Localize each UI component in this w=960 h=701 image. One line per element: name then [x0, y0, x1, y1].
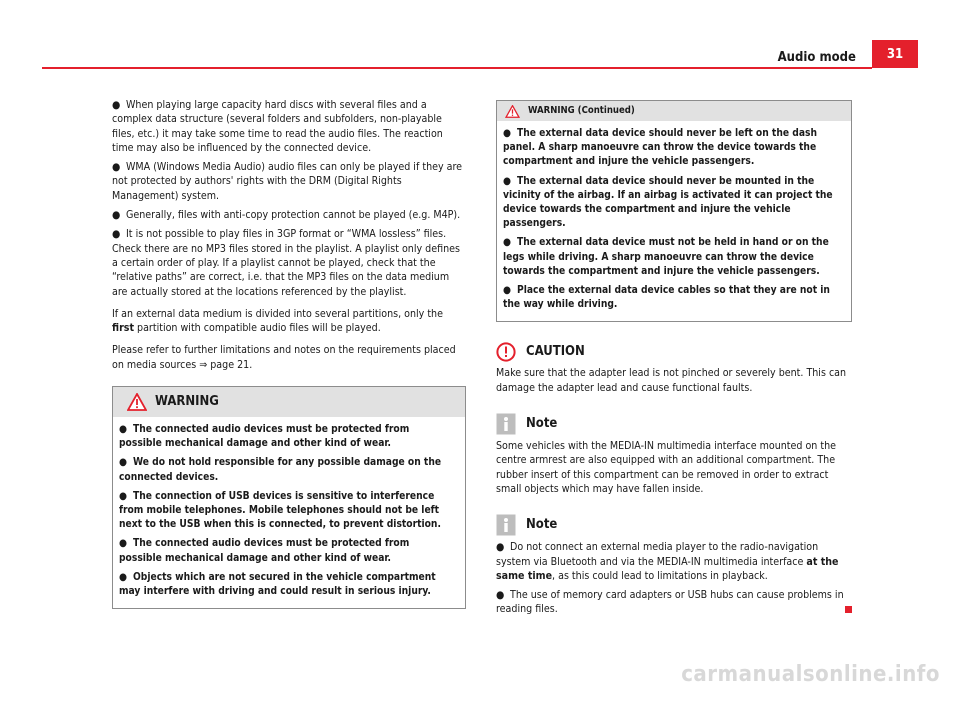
bullet-icon: ● — [112, 228, 121, 241]
header-rule — [42, 67, 872, 69]
bullet-icon: ● — [112, 161, 121, 174]
bullet-icon: ● — [119, 457, 127, 469]
bullet-icon: ● — [503, 175, 511, 187]
section-end-marker — [845, 606, 852, 613]
bullet-icon: ● — [503, 237, 511, 249]
bullet-icon: ● — [503, 128, 511, 139]
warning-continued-box — [496, 100, 852, 322]
bullet-icon: ● — [496, 589, 505, 602]
list-item: ● WMA (Windows Media Audio) audio files can only be played if they are not protected by authors' rights with the DRM (Digital Rights Management) system. — [112, 161, 463, 202]
bullet-icon: ● — [112, 209, 121, 222]
right-column — [496, 100, 852, 622]
list-item: ● The connected audio devices must be protected from possible mechanical damage and other kind of wear. — [119, 538, 410, 564]
list-item: ● The external data device must not be held in hand or on the legs while driving. A sharp manoeuvre can throw the device towards the compartment and injure the vehicle passengers. — [503, 237, 829, 277]
list-item: ● The connection of USB devices is sensitive to interference from mobile telephones. Mobile telephones should not be left next to the USB when this is connected, to prevent distortion. — [119, 490, 441, 531]
caution-header: CAUTION — [496, 342, 852, 362]
list-item: ● The connected audio devices must be protected from possible mechanical damage and other kind of wear. — [119, 424, 410, 450]
list-item: ● The use of memory card adapters or USB hubs can cause problems in reading files. — [496, 588, 852, 617]
list-item: ● We do not hold responsible for any possible damage on the connected devices. — [119, 457, 442, 483]
watermark: carmanualsonline.info — [681, 662, 940, 687]
warning-body — [113, 417, 465, 608]
bullet-icon: ● — [119, 571, 127, 583]
page-number-badge: 31 — [872, 40, 918, 68]
bullet-icon: ● — [496, 541, 505, 554]
caution-icon — [496, 342, 516, 362]
caution-text: Make sure that the adapter lead is not pinched or severely bent. This can damage the adapter lead and cause functional faults. — [496, 367, 847, 394]
section-title: Audio mode — [777, 50, 856, 65]
list-item: ● Objects which are not secured in the vehicle compartment may interfere with driving and could result in serious injury. — [119, 571, 436, 598]
list-item: ● The external data device should never be left on the dash panel. A sharp manoeuvre can throw the device towards the compartment and injure the vehicle passengers. — [503, 128, 817, 168]
list-item: ● The external data device should never be mounted in the vicinity of the airbag. If an airbag is activated it can project the device towards the compartment and injure the vehicle passengers. — [503, 175, 833, 230]
bullet-icon: ● — [503, 285, 511, 297]
warning-triangle-icon — [127, 393, 147, 411]
list-item: ● Place the external data device cables so that they are not in the way while driving. — [503, 285, 830, 311]
note-header-2: Note — [496, 514, 852, 536]
left-column — [112, 98, 466, 609]
info-icon — [496, 514, 516, 536]
warning-triangle-icon — [505, 105, 520, 118]
warning-box — [112, 386, 466, 609]
bullet-icon: ● — [119, 424, 127, 436]
bullet-icon: ● — [119, 538, 127, 550]
bullet-icon: ● — [119, 490, 127, 502]
list-item: ● When playing large capacity hard discs with several files and a complex data structure (several folders and subfolders, non-playable files, etc.) it may take some time to read the audio files. The reaction time may also be influenced by the connected device. — [112, 99, 443, 154]
partition-paragraph: If an external data medium is divided into several partitions, only the first partition with compatible audio files will be played. — [112, 307, 443, 335]
info-icon — [496, 413, 516, 435]
bullet-icon: ● — [112, 99, 121, 111]
list-item: ● Do not connect an external media player to the radio-navigation system via Bluetooth and via the MEDIA-IN multimedia interface at the same time, as this could lead to limitations in playback. — [496, 541, 839, 582]
note-header: Note — [496, 413, 852, 435]
reference-paragraph: Please refer to further limitations and notes on the requirements placed on media sources ⇒ page 21. — [112, 344, 456, 371]
note-text: Some vehicles with the MEDIA-IN multimedia interface mounted on the centre armrest are also equipped with an additional compartment. The rubber insert of this compartment can be removed in order to extract small objects which may have fallen inside. — [496, 440, 837, 495]
warning-header: WARNING — [113, 387, 465, 417]
list-item: ● Generally, files with anti-copy protection cannot be played (e.g. M4P). — [112, 209, 461, 222]
warning-continued-header: WARNING (Continued) — [497, 101, 851, 121]
list-item: ● It is not possible to play files in 3GP format or “WMA lossless” files. Check there are no MP3 files stored in the playlist. A playlist only defines a certain order of play. If a playlist cannot be played, check that the “relative paths” are correct, i.e. that the MP3 files on the data medium are actually stored at the locations referenced by the playlist. — [112, 228, 460, 298]
warning-continued-body — [497, 121, 851, 321]
